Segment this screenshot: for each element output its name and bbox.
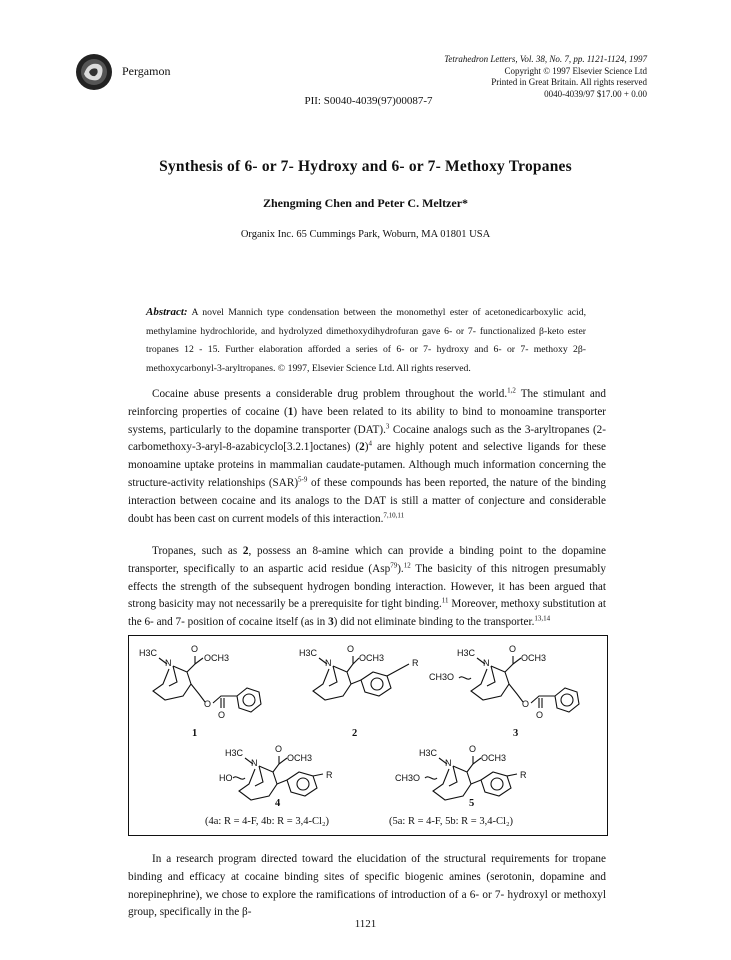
compound-label-1: 1 xyxy=(192,728,198,739)
p2-text-a: Tropanes, such as xyxy=(152,545,243,557)
o-label: O xyxy=(522,699,530,709)
compound-label-5: 5 xyxy=(469,798,475,809)
och3-label: OCH3 xyxy=(359,653,385,663)
compound-label-3: 3 xyxy=(513,728,519,739)
o-label: O xyxy=(509,644,517,654)
citation-sup: 7,10,11 xyxy=(383,510,405,519)
journal-info xyxy=(444,54,647,100)
journal-citation: Tetrahedron Letters, Vol. 38, No. 7, pp. 1121-1124, 1997 xyxy=(444,54,647,64)
structure-1 xyxy=(139,644,261,739)
ch3o-label: CH3O xyxy=(429,672,455,682)
p1-text-d: Cocaine analogs such as the 3-aryltropanes (2-carbomethoxy-3-aryl-8-azabicyclo[3.2.1]octanes) ( xyxy=(128,423,607,454)
citation-sup: 4 xyxy=(368,439,372,448)
citation-sup: 12 xyxy=(403,561,411,570)
price-line: 0040-4039/97 $17.00 + 0.00 xyxy=(544,88,647,99)
o-label: O xyxy=(191,644,199,654)
ch3o-label: CH3O xyxy=(395,773,421,783)
p1-text-c: ) have been related to its ability to bind to monoamine transporter systems, particularly to the dopamine transporter (DAT). xyxy=(128,405,607,436)
affiliation: Organix Inc. 65 Cummings Park, Woburn, MA 01801 USA xyxy=(240,229,491,240)
n-label: N xyxy=(445,758,452,768)
h3c-label: H3C xyxy=(299,648,318,658)
r-label: R xyxy=(412,658,419,668)
paragraph-2 xyxy=(128,543,606,632)
abstract-label: Abstract: xyxy=(146,306,188,318)
caption-5: (5a: R = 4-F, 5b: R = 3,4-Cl₂) xyxy=(389,816,514,827)
publisher-name: Pergamon xyxy=(122,64,171,78)
p1-text-f: of these compounds has been reported, the nature of the binding interaction between cocaine and its analogs to the DAT is still a matter of conjecture and considerable doubt has been cast on current models of this interaction. xyxy=(128,476,606,525)
o-label: O xyxy=(218,710,226,720)
compound-ref: 1 xyxy=(287,405,294,418)
n-label: N xyxy=(325,658,332,668)
citation-sup: 1,2 xyxy=(507,386,516,395)
copyright-line: Copyright © 1997 Elsevier Science Ltd xyxy=(504,65,647,76)
o-label: O xyxy=(347,644,355,654)
och3-label: OCH3 xyxy=(481,753,507,763)
p2-text-c: ). xyxy=(397,562,404,575)
o-label: O xyxy=(204,699,212,709)
p2-text-d: The basicity of this nitrogen presumably effects the strength of the subsequent hydrogen bonding interaction. However, it has been argued that strong basicity may not necessarily be a prerequisite for tight binding. xyxy=(128,562,607,611)
structure-3 xyxy=(429,644,579,739)
paragraph-1 xyxy=(128,386,606,528)
och3-label: OCH3 xyxy=(521,653,547,663)
structures-figure xyxy=(128,635,608,836)
h3c-label: H3C xyxy=(419,748,438,758)
n-label: N xyxy=(165,658,172,668)
abstract-text: A novel Mannich type condensation between the monomethyl ester of acetonedicarboxylic acid, methylamine hydrochloride, and hydrolyzed dimethoxydihydrofuran gave 6- or 7- functionalized β-keto ester tropanes 12 - 15. Further elaboration afforded a series of 6- or 7- hydroxy and 6- or 7- methoxy 2β-methoxycarbonyl-3-aryltropanes. © 1997, Elsevier Science Ltd. All rights reserved. xyxy=(146,307,586,374)
citation-sup: 11 xyxy=(441,596,449,605)
h3c-label: H3C xyxy=(225,748,244,758)
caption-4: (4a: R = 4-F, 4b: R = 3,4-Cl₂) xyxy=(205,816,330,827)
p2-text-f: ) did not eliminate binding to the transporter. xyxy=(333,616,535,629)
o-label: O xyxy=(536,710,544,720)
o-label: O xyxy=(469,744,477,754)
p1-text-a: Cocaine abuse presents a considerable drug problem throughout the world. xyxy=(152,388,508,400)
paper-title: Synthesis of 6- or 7- Hydroxy and 6- or 7- Methoxy Tropanes xyxy=(159,158,572,175)
compound-label-4: 4 xyxy=(275,798,281,809)
printed-line: Printed in Great Britain. All rights reserved xyxy=(491,77,647,87)
n-label: N xyxy=(483,658,490,668)
compound-ref: 3 xyxy=(328,616,334,629)
pergamon-logo xyxy=(74,52,114,92)
p1-text-b: The stimulant and reinforcing properties of cocaine ( xyxy=(128,388,606,418)
authors: Zhengming Chen and Peter C. Meltzer* xyxy=(262,196,469,210)
p1-text-e: are highly potent and selective ligands for these monoamine uptake proteins in mammalian caudate-putamen. Although much information concerning the structure-activity relationships (SAR) xyxy=(128,441,606,489)
citation-sup: 5-9 xyxy=(298,475,308,484)
h3c-label: H3C xyxy=(139,648,158,658)
pii-identifier: PII: S0040-4039(97)00087-7 xyxy=(304,95,433,107)
structure-2 xyxy=(299,644,419,739)
r-label: R xyxy=(520,770,527,780)
r-label: R xyxy=(326,770,333,780)
och3-label: OCH3 xyxy=(204,653,230,663)
structure-4 xyxy=(205,744,333,827)
o-label: O xyxy=(275,744,283,754)
p2-text-e: Moreover, methoxy substitution at the 6- and 7- position of cocaine itself (as in xyxy=(128,598,606,629)
abstract xyxy=(146,303,586,378)
citation-sup: 13,14 xyxy=(534,614,551,623)
compound-label-2: 2 xyxy=(352,728,358,739)
n-label: N xyxy=(251,758,258,768)
citation-sup: 3 xyxy=(385,421,390,430)
h3c-label: H3C xyxy=(457,648,476,658)
p2-text-b: , possess an 8-amine which can provide a binding point to the dopamine transporter, specifically to an aspartic acid residue (Asp xyxy=(128,545,606,575)
structures-svg xyxy=(129,636,607,835)
compound-ref: 2 xyxy=(242,545,249,557)
compound-ref: 2 xyxy=(359,441,365,454)
paragraph-3: In a research program directed toward the elucidation of the structural requirements for tropane binding and efficacy at cocaine binding sites of specific biogenic amines (serotonin, dopamine and norepinephrine), we chose to explore the ramifications of introduction of a 6- or 7- hydroxyl or methoxyl group, specifically in the β- xyxy=(128,853,606,919)
residue-sup: 79 xyxy=(390,561,398,570)
p1-text-d2: ) xyxy=(364,441,369,454)
och3-label: OCH3 xyxy=(287,753,313,763)
ho-label: HO xyxy=(219,773,233,783)
structure-5 xyxy=(389,744,527,827)
page-number: 1121 xyxy=(354,918,377,930)
